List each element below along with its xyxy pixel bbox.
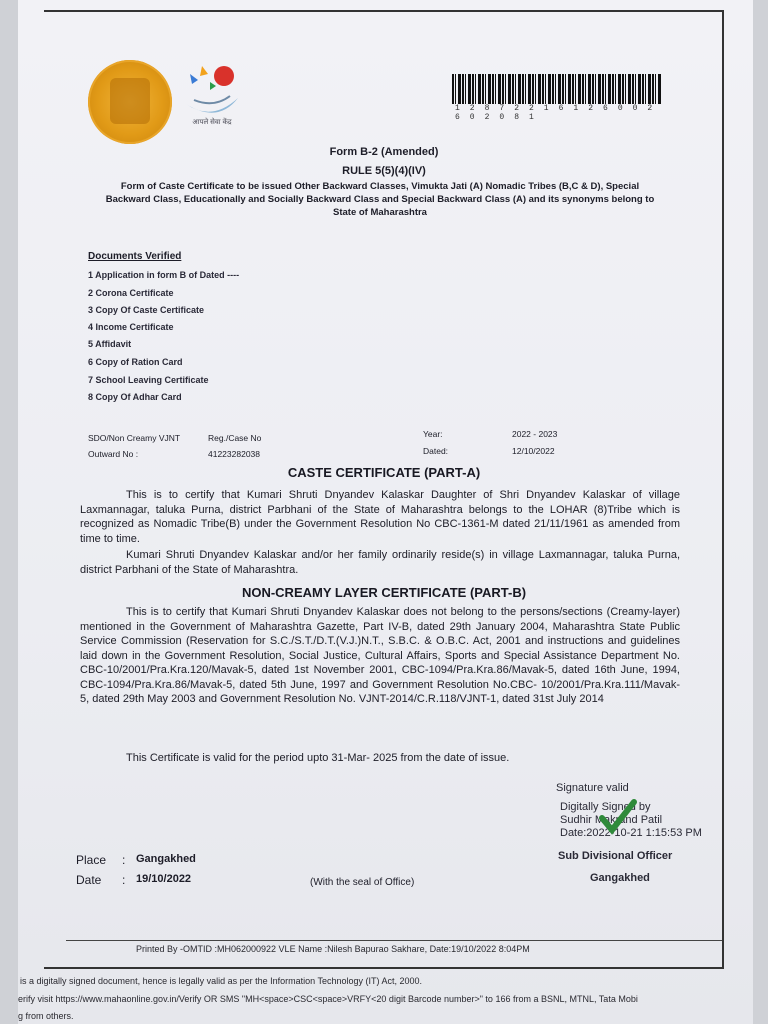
year-label: Year: [423, 429, 443, 439]
date-value: 19/10/2022 [136, 873, 192, 885]
place-value: Gangakhed [136, 853, 196, 865]
validity-text: This Certificate is valid for the period upto 31-Mar- 2025 from the date of issue. [126, 752, 510, 764]
signature-date: Date:2022-10-21 1:15:53 PM [560, 827, 702, 839]
dated-value: 12/10/2022 [512, 446, 555, 456]
maharashtra-seal-icon [88, 60, 172, 144]
logo-caption: आपले सेवा केंद्र [192, 119, 232, 126]
reg-number: 41223282038 [208, 449, 261, 459]
documents-verified-heading: Documents Verified [88, 251, 182, 262]
form-description: Form of Caste Certificate to be issued Other Backward Classes, Vimukta Jati (A) Nomadic Tribes (B,C & D), Special Backward Class, Educationally and Socially Backward Class and Special Backward Class (A) and its synonyms belong to State of Maharashtra [105, 181, 655, 218]
seal-note: (With the seal of Office) [310, 877, 415, 888]
part-b-paragraph: This is to certify that Kumari Shruti Dnyandev Kalaskar does not belong to the persons/sections (Creamy-layer) mentioned in the Government of Maharashtra Gazette, Part IV-B, dated 29th January 2004, Maharashtra State Public Service Commission (Reservation for S.C./S.T./D.T.(V.J.)N.T., S.B.C. & O.B.C. Act, 2001 and instructions and guidelines laid down in the Government Resolution, Social Justice, Cultural Affairs, Sports and Special Assistance Department No. CBC-10/2001/Pra.Kra.120/Mavak-5, dated 1st November 2001, CBC-1094/Pra.Kra.86/Mavak-5, dated 16th June, 1994, CBC-1094/Pra.Kra.86/Mavak-5, dated 5th June, 1997 and Government Resolution No.CBC- 10/2001/Pra.Kra.111/Mavak-5, dated 29th May 2003 and Government Resolution No. VJNT-2014/C.R.118/VJNT-1, dated 31st July 2014 [80, 606, 680, 705]
document-item: 2 Corona Certificate [88, 288, 174, 298]
printed-by-line: Printed By -OMTID :MH062000922 VLE Name :Nilesh Bapurao Sakhare, Date:19/10/2022 8:04PM [136, 944, 530, 954]
dated-label: Dated: [423, 446, 449, 456]
signer-name: Sudhir Makrand Patil [560, 814, 663, 826]
legal-note: is a digitally signed document, hence is legally valid as per the Information Technology (IT) Act, 2000. [20, 976, 423, 986]
reg-case-label: Reg./Case No [208, 433, 262, 443]
verify-note-cont: g from others. [18, 1011, 74, 1021]
signature-valid-text: Signature valid [556, 782, 629, 794]
digitally-signed-text: Digitally Signed by [560, 801, 651, 813]
year-value: 2022 - 2023 [512, 429, 558, 439]
form-title: Form B-2 (Amended) [329, 146, 439, 158]
part-b-heading: NON-CREAMY LAYER CERTIFICATE (PART-B) [241, 585, 527, 600]
officer-designation: Sub Divisional Officer [558, 850, 673, 862]
residence-paragraph: Kumari Shruti Dnyandev Kalaskar and/or her family ordinarily reside(s) in village Laxmannagar, taluka Purna, district Parbhani of the State of Maharashtra. [80, 549, 680, 576]
document-item: 8 Copy Of Adhar Card [88, 392, 182, 402]
document-item: 1 Application in form B of Dated ---- [88, 270, 240, 280]
place-label: Place [76, 853, 107, 867]
footer-divider [66, 940, 722, 941]
rule-number: RULE 5(5)(4)(IV) [342, 165, 426, 177]
document-item: 5 Affidavit [88, 339, 132, 349]
document-item: 4 Income Certificate [88, 322, 174, 332]
officer-place: Gangakhed [590, 872, 650, 884]
signature-valid-check-icon [598, 798, 638, 838]
barcode-icon [452, 74, 662, 104]
part-a-paragraph: This is to certify that Kumari Shruti Dnyandev Kalaskar Daughter of Shri Dnyandev Kalaskar of village Laxmannagar, taluka Purna, district Parbhani of the State of Maharashtra belongs to the LOHAR (8)Tribe which is recognized as Nomadic Tribe(B) under the Government Resolution No CBC-1361-M dated 21/11/1961 as amended from time to time. [80, 489, 680, 545]
barcode-number: 1 2 8 7 2 2 1 6 1 2 6 0 0 2 6 0 2 0 8 1 [455, 104, 655, 122]
verify-note: erify visit https://www.mahaonline.gov.in/Verify OR SMS "MH<space>CSC<space>VRFY<20 digit Barcode number>" to 166 from a BSNL, MTNL, Tata Mobi [18, 994, 638, 1004]
document-item: 3 Copy Of Caste Certificate [88, 305, 205, 315]
part-a-heading: CASTE CERTIFICATE (PART-A) [287, 465, 481, 480]
document-item: 6 Copy of Ration Card [88, 357, 183, 367]
date-label: Date [76, 873, 102, 887]
outward-label: Outward No : [88, 449, 139, 459]
document-item: 7 School Leaving Certificate [88, 375, 209, 385]
office-label: SDO/Non Creamy VJNT [88, 433, 181, 443]
